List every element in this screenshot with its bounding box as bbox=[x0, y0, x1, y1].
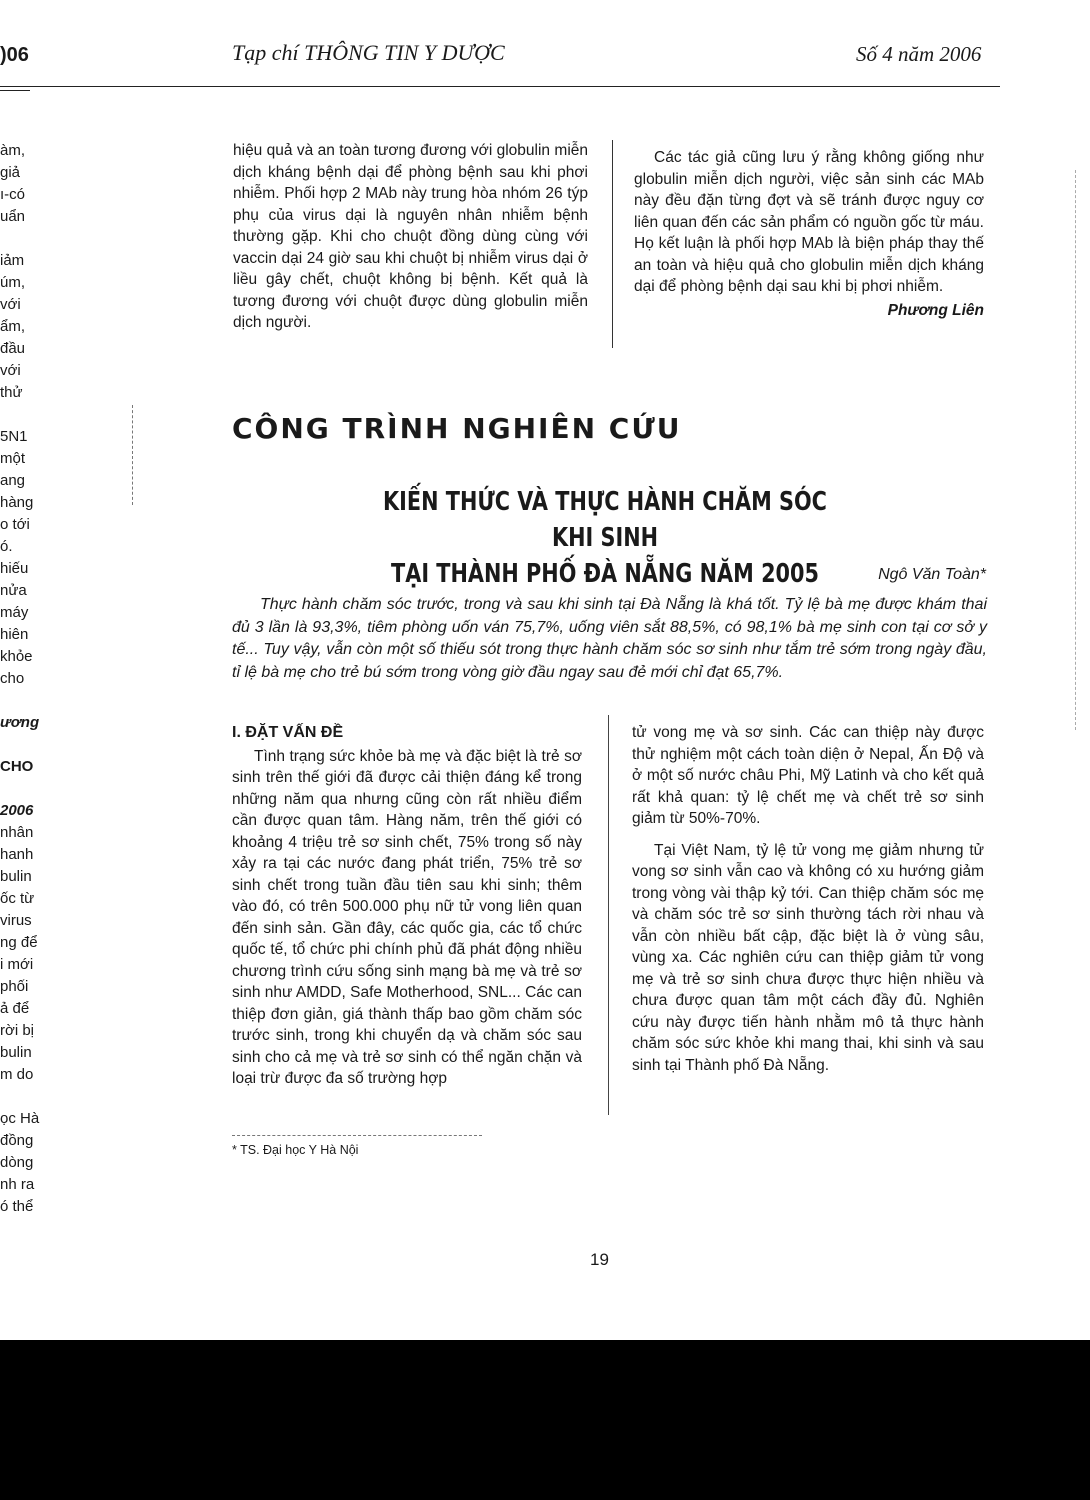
margin-fragment: ọc Hà bbox=[0, 1110, 40, 1127]
margin-fragment: dòng bbox=[0, 1154, 34, 1171]
margin-fragment: phối bbox=[0, 978, 29, 995]
margin-fragment: hàng bbox=[0, 494, 34, 511]
margin-fragment: ẩm, bbox=[0, 318, 26, 335]
margin-fragment: với bbox=[0, 362, 21, 379]
previous-page-margin-fragments bbox=[0, 140, 62, 1218]
margin-fragment: ó thể bbox=[0, 1198, 34, 1215]
margin-fragment: cho bbox=[0, 670, 25, 687]
margin-fragment: nh ra bbox=[0, 1176, 35, 1193]
margin-fragment: ả để bbox=[0, 1000, 30, 1017]
margin-fragment: rời bị bbox=[0, 1022, 35, 1039]
header-rule-left bbox=[0, 90, 30, 91]
continued-text-left bbox=[233, 140, 588, 334]
margin-fragment: ó. bbox=[0, 538, 13, 555]
margin-fragment: o tới bbox=[0, 516, 30, 533]
margin-fragment: ı-có bbox=[0, 186, 26, 203]
section-heading: CÔNG TRÌNH NGHIÊN CỨU bbox=[232, 412, 682, 445]
margin-fragment: hiên bbox=[0, 626, 29, 643]
news-author: Phương Liên bbox=[887, 301, 984, 319]
margin-fragment: thử bbox=[0, 384, 23, 401]
margin-fragment: đồng bbox=[0, 1132, 34, 1149]
margin-fragment: khỏe bbox=[0, 648, 33, 665]
margin-fragment: 5N1 bbox=[0, 428, 28, 445]
journal-title: Tạp chí THÔNG TIN Y DƯỢC bbox=[232, 40, 505, 65]
margin-gap bbox=[0, 1086, 62, 1108]
margin-fragment: hanh bbox=[0, 846, 34, 863]
margin-fragment: một bbox=[0, 450, 26, 467]
article-title-line-2: TẠI THÀNH PHỐ ĐÀ NẴNG NĂM 2005 bbox=[391, 559, 819, 589]
margin-fragment: virus bbox=[0, 912, 32, 929]
margin-gap bbox=[0, 734, 62, 756]
issue-label: Số 4 năm 2006 bbox=[856, 42, 982, 66]
section-1-heading: I. ĐẶT VẤN ĐỀ bbox=[232, 724, 344, 741]
article-abstract: Thực hành chăm sóc trước, trong và sau khi sinh tại Đà Nẵng là khá tốt. Tỷ lệ bà mẹ được khám thai đủ 3 lần là 93,3%, tiêm phòng uốn ván 75,7%, uống viên sắt 88,5%, có 98,1% bà mẹ sinh con tại cơ sở y tế... Tuy vậy, vẫn còn một số thiếu sót trong thực hành chăm sóc sơ sinh như tắm trẻ sớm trong ngày đầu, tỉ lệ bà mẹ cho trẻ bú sớm trong vòng giờ đầu ngay sau đẻ mới chỉ đạt 65,7%. bbox=[232, 596, 987, 681]
margin-gap bbox=[0, 404, 62, 426]
binding-margin-mark bbox=[132, 405, 133, 505]
margin-fragment: úm, bbox=[0, 274, 26, 291]
scan-dark-border bbox=[0, 1340, 1090, 1500]
margin-fragment: ang bbox=[0, 472, 26, 489]
section-1-paragraph-right-1: tử vong mẹ và sơ sinh. Các can thiệp này được thử nghiệm một cách toàn diện ở Nepal, Ấn Độ và ở một số nước châu Phi, Mỹ Latinh và cho kết quả rất khả quan: tỷ lệ chết mẹ và chết trẻ sơ sinh giảm từ 50%-70%. bbox=[632, 724, 984, 827]
margin-fragment: iảm bbox=[0, 252, 25, 269]
margin-fragment: m do bbox=[0, 1066, 34, 1083]
margin-fragment: hiếu bbox=[0, 560, 29, 577]
margin-fragment: giả bbox=[0, 164, 21, 181]
margin-fragment: nửa bbox=[0, 582, 27, 599]
article-title-line-1: KIẾN THỨC VÀ THỰC HÀNH CHĂM SÓC KHI SINH bbox=[383, 487, 827, 553]
continued-paragraph-right: Các tác giả cũng lưu ý rằng không giống như globulin miễn dịch người, việc sản sinh các MAb này đều đặn từng đợt và sẽ tránh được nguy cơ liên quan đến các sản phẩm có nguồn gốc từ máu. Họ kết luận là phối hợp MAb là biện pháp thay thế an toàn và hiệu quả cho globulin miễn dịch kháng dại để phòng bệnh dại sau khi bị phơi nhiễm. bbox=[634, 149, 984, 295]
margin-fragment: với bbox=[0, 296, 21, 313]
header-rule bbox=[0, 86, 1000, 87]
page-number: 19 bbox=[590, 1250, 609, 1269]
scan-edge-mark bbox=[1075, 170, 1076, 730]
margin-fragment: i mới bbox=[0, 956, 34, 973]
column-divider bbox=[612, 140, 613, 348]
margin-gap bbox=[0, 778, 62, 800]
continued-paragraph-left: hiệu quả và an toàn tương đương với globulin miễn dịch kháng bệnh dại để phòng bệnh sau khi phơi nhiễm. Phối hợp 2 MAb này trung hòa nhóm 26 týp phụ của virus dại là nguyên nhân nhiễm bệnh thường gặp. Khi cho chuột đồng dùng cùng với vaccin dại 24 giờ sau khi chuột bị nhiễm virus dại ở liều gây chết, chuột không bị bệnh. Kết quả là tương đương với chuột được dùng globulin miễn dịch người. bbox=[233, 142, 588, 331]
previous-page-number-fragment: )06 bbox=[0, 44, 29, 66]
section-1-paragraph-left: Tình trạng sức khỏe bà mẹ và đặc biệt là trẻ sơ sinh trên thế giới đã được cải thiện đáng kể trong những năm qua nhưng cũng còn rất nhiều điểm cần được quan tâm. Hàng năm, trên thế giới có khoảng 4 triệu trẻ sơ sinh chết, 75% trong số này xảy ra tại các nước đang phát triển, 75% trẻ sơ sinh chết trong tuần đầu tiên sau khi sinh; thêm vào đó, có trên 500.000 phụ nữ tử vong liên quan đến sinh sản. Gần đây, các quốc gia, các tổ chức quốc tế, tổ chức phi chính phủ đã phát động nhiều chương trình cứu sống sinh mạng bà mẹ và trẻ sơ sinh như AMDD, Safe Motherhood, SNL... Các can thiệp đơn giản, giá thành thấp bao gồm chăm sóc trước sinh, trong khi chuyển dạ và chăm sóc sau sinh cho cả mẹ và trẻ sơ sinh có thể ngăn chặn và loại trừ được đa số trường hợp bbox=[232, 747, 582, 1087]
margin-fragment: nhân bbox=[0, 824, 34, 841]
margin-fragment: ng để bbox=[0, 934, 38, 951]
article-author: Ngô Văn Toàn* bbox=[878, 566, 986, 583]
margin-fragment: bulin bbox=[0, 1044, 32, 1061]
continued-text-right bbox=[634, 147, 984, 321]
section-1-paragraph-right-2: Tại Việt Nam, tỷ lệ tử vong mẹ giảm nhưng tử vong sơ sinh vẫn cao và không có xu hướng giảm trong vòng vài thập kỷ tới. Can thiệp chăm sóc mẹ và chăm sóc trẻ sơ sinh thường tách rời nhau và vẫn còn nhiều bất cập, đặc biệt là ở vùng sâu, vùng xa. Các nghiên cứu can thiệp giảm tử vong mẹ và trẻ sơ sinh chưa được thực hiện nhiều và chưa được quan tâm một cách đầy đủ. Nghiên cứu này được tiến hành nhằm mô tả thực hành chăm sóc sức khỏe khi mang thai, khi sinh và sau sinh tại Thành phố Đà Nẵng. bbox=[632, 841, 984, 1074]
margin-fragment: àm, bbox=[0, 142, 26, 159]
footnote: * TS. Đại học Y Hà Nội bbox=[232, 1143, 359, 1157]
margin-fragment: 2006 bbox=[0, 802, 34, 819]
margin-gap bbox=[0, 690, 62, 712]
margin-fragment: uẩn bbox=[0, 208, 26, 225]
margin-fragment: đầu bbox=[0, 340, 26, 357]
footnote-rule bbox=[232, 1135, 482, 1136]
margin-fragment: máy bbox=[0, 604, 29, 621]
body-column-right bbox=[632, 722, 984, 1086]
column-divider bbox=[608, 715, 609, 1115]
margin-fragment: bulin bbox=[0, 868, 32, 885]
margin-fragment: ốc từ bbox=[0, 890, 35, 907]
margin-gap bbox=[0, 228, 62, 250]
margin-fragment: CHO bbox=[0, 758, 34, 775]
body-column-left bbox=[232, 722, 582, 1090]
margin-fragment: ương bbox=[0, 714, 40, 731]
